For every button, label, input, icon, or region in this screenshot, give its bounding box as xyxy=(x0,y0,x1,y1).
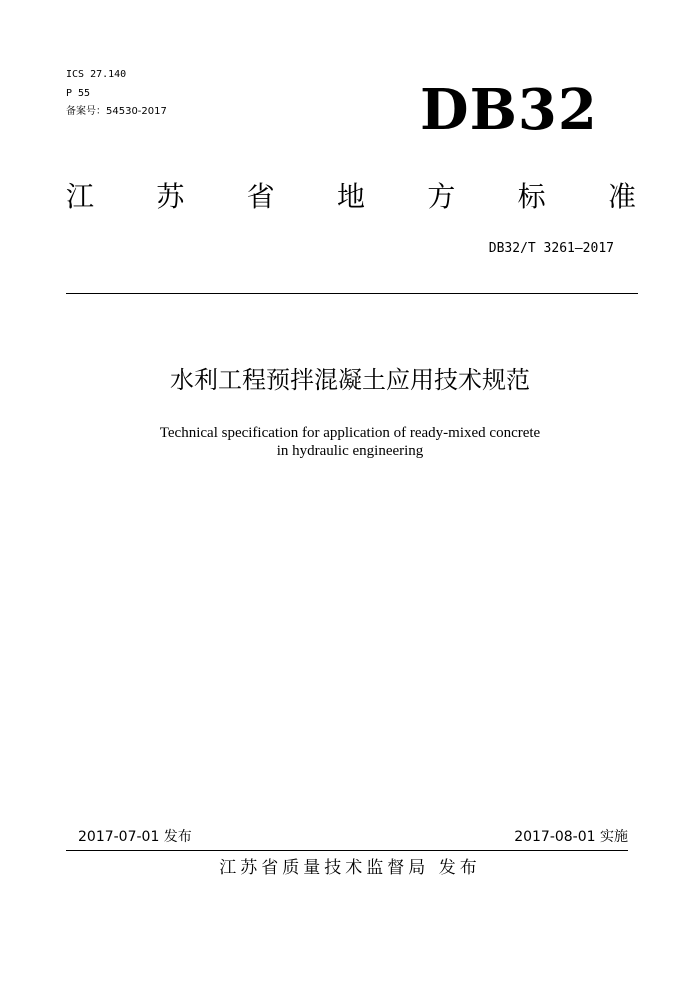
standard-type-char: 苏 xyxy=(156,180,185,213)
top-divider xyxy=(66,293,638,294)
standard-type-char: 江 xyxy=(66,180,95,213)
issue-date: 2017-07-01 发布 xyxy=(78,829,192,845)
ccs-code: P 55 xyxy=(66,88,91,99)
standard-type xyxy=(66,177,636,217)
standard-type-char: 标 xyxy=(517,180,546,213)
document-title-english-line2: in hydraulic engineering xyxy=(276,443,424,459)
document-title-english-line1: Technical specification for application of ready-mixed concrete xyxy=(159,425,541,441)
issuing-authority: 江苏省质量技术监督局 发布 xyxy=(219,858,481,878)
implementation-date: 2017-08-01 实施 xyxy=(514,829,628,845)
standard-type-char: 方 xyxy=(427,180,456,213)
bottom-divider xyxy=(66,850,628,851)
document-title-chinese: 水利工程预拌混凝土应用技术规范 xyxy=(170,366,530,394)
standard-type-char: 准 xyxy=(607,180,636,213)
ics-code: ICS 27.140 xyxy=(66,69,127,80)
filing-number: 备案号：54530-2017 xyxy=(66,106,167,117)
standard-type-char: 省 xyxy=(246,180,275,213)
db-logo: DB32 xyxy=(420,77,598,143)
standard-type-char: 地 xyxy=(336,180,365,213)
standard-number: DB32/T 3261—2017 xyxy=(488,241,614,256)
